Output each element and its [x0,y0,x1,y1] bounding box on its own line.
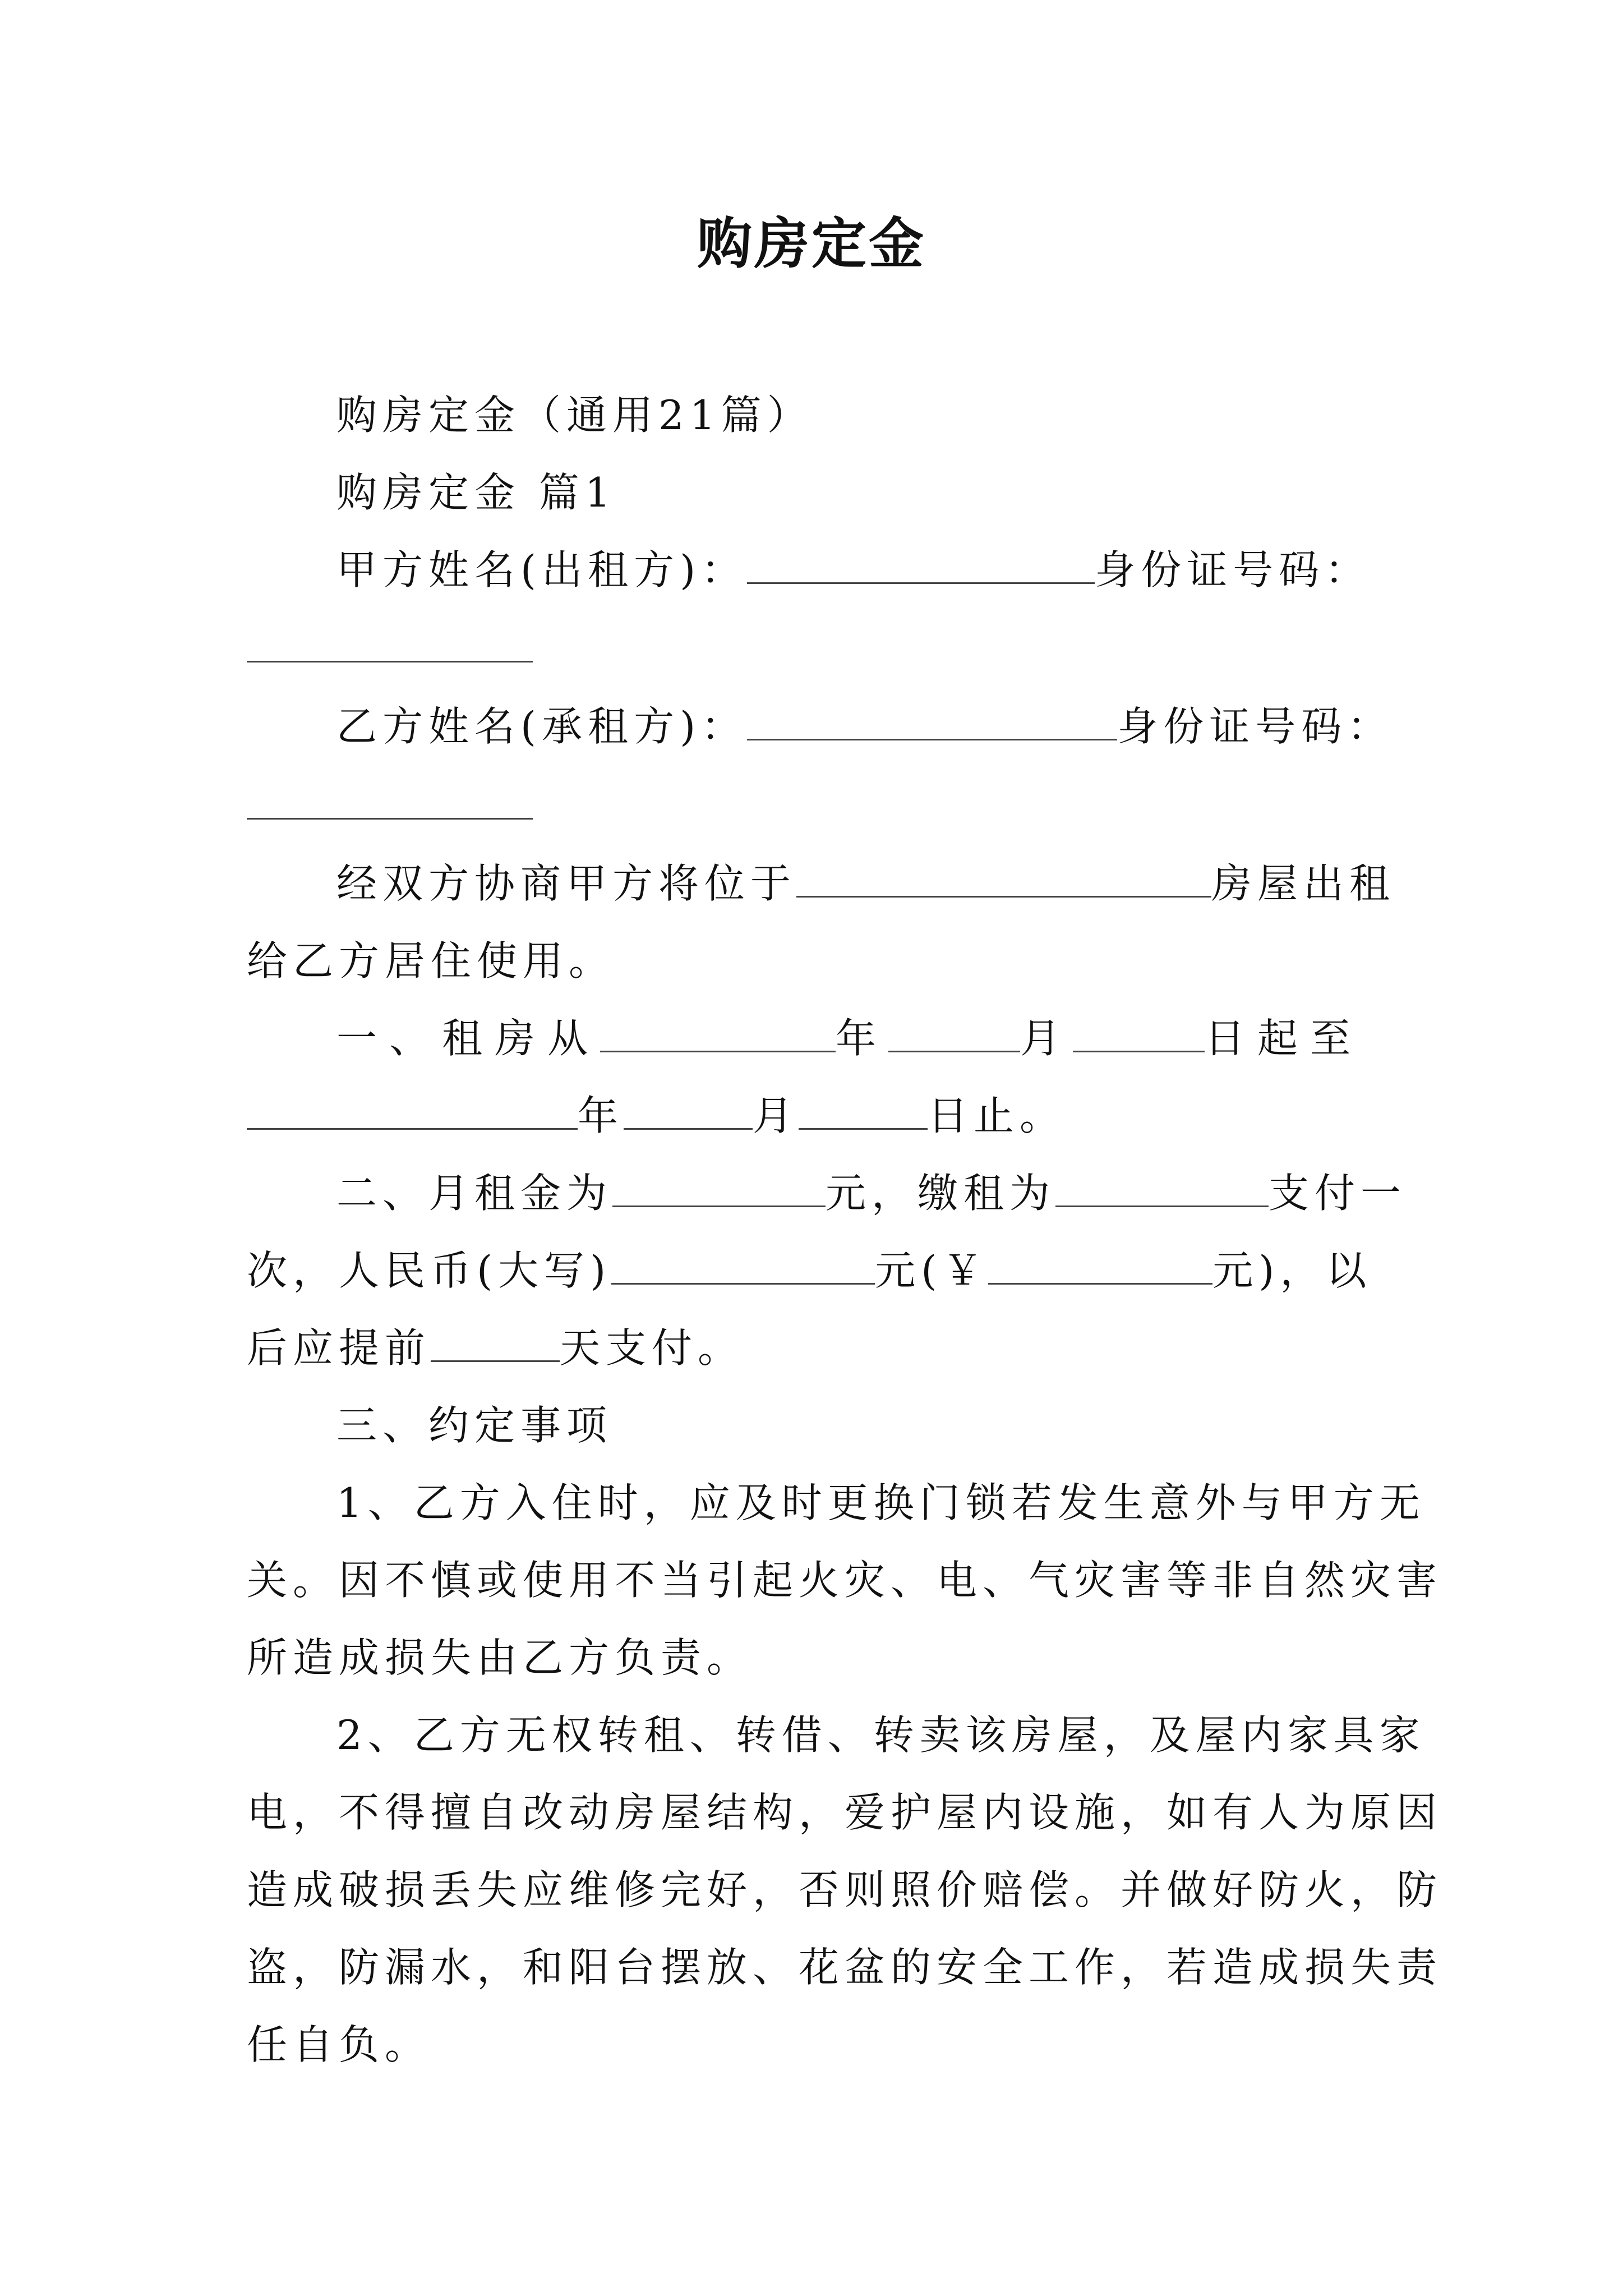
clause2-line3-suffix: 天支付。 [560,1324,744,1372]
monthly-rent-blank[interactable] [612,1166,826,1207]
item2-line-2: 电，不得擅自改动房屋结构，爱护屋内设施，如有人为原因 [247,1789,1443,1836]
intro-before: 经双方协商甲方将位于 [336,860,797,907]
item1-line-3: 所造成损失由乙方负责。 [247,1634,753,1681]
party-a-id-blank[interactable] [247,661,533,662]
start-year-blank[interactable] [600,1011,836,1052]
party-a-line [336,542,1385,598]
document-title: 购房定金 [697,211,926,276]
clause2-line3-prefix: 后应提前 [247,1324,431,1372]
clause2-yuan: 元，缴租为 [826,1170,1056,1217]
intro-line-2: 给乙方居住使用。 [247,937,615,984]
intro-after: 房屋出租 [1211,860,1396,907]
intro-line-1 [336,855,1396,912]
property-location-blank[interactable] [796,857,1211,898]
clause2-pay-once: 支付一 [1269,1170,1407,1217]
clause3-heading: 三、约定事项 [336,1402,613,1449]
clause1-month: 月 [1020,1015,1073,1062]
item2-line-4: 盗，防漏水，和阳台摆放、花盆的安全工作，若造成损失责 [247,1944,1443,1991]
clause1-prefix: 一、租房从 [336,1015,601,1062]
party-a-id-label: 身份证号码： [1095,546,1371,593]
end-year-blank[interactable] [247,1089,578,1130]
section-heading: 购房定金 篇1 [336,469,616,516]
clause2-line-3 [247,1320,1385,1376]
clause2-line-1 [336,1165,1407,1221]
item1-line-2: 关。因不慎或使用不当引起火灾、电、气灾害等非自然灾害 [247,1557,1443,1604]
party-b-id-blank[interactable] [247,818,533,820]
clause1-year2: 年 [578,1092,624,1139]
item2-line-1: 2、乙方无权转租、转借、转卖该房屋，及屋内家具家 [336,1711,1426,1759]
clause1-until: 日止。 [928,1092,1066,1139]
clause1-line-2 [247,1088,1385,1144]
end-month-blank[interactable] [624,1089,753,1130]
party-a-label: 甲方姓名(出租方)： [336,546,748,593]
subtitle: 购房定金（通用21篇） [336,392,813,439]
clause1-month2: 月 [753,1092,799,1139]
advance-days-blank[interactable] [431,1321,560,1362]
party-b-label: 乙方姓名(承租方)： [336,703,748,750]
party-b-line [336,698,1394,754]
party-b-id-label: 身份证号码： [1117,703,1394,750]
start-day-blank[interactable] [1073,1011,1205,1052]
item2-line-5: 任自负。 [247,2021,431,2068]
item2-line-3: 造成破损丢失应维修完好，否则照价赔偿。并做好防火，防 [247,1866,1443,1913]
payment-period-blank[interactable] [1055,1166,1269,1207]
start-month-blank[interactable] [888,1011,1020,1052]
clause1-from: 日起至 [1205,1015,1363,1062]
clause2-yuan-paren: 元(￥ [875,1247,989,1294]
amount-uppercase-blank[interactable] [611,1244,875,1285]
item1-line-1: 1、乙方入住时，应及时更换门锁若发生意外与甲方无 [336,1479,1426,1526]
clause1-line-1 [336,1010,1385,1066]
clause1-year: 年 [836,1015,889,1062]
party-b-name-blank[interactable] [747,700,1117,740]
amount-numeric-blank[interactable] [988,1244,1212,1285]
clause2-prefix: 二、月租金为 [336,1170,613,1217]
clause2-line-2 [247,1243,1385,1299]
party-a-name-blank[interactable] [747,543,1095,584]
end-day-blank[interactable] [799,1089,928,1130]
clause2-yuan-close: 元)，以 [1212,1247,1372,1294]
clause2-line2-prefix: 次，人民币(大写) [247,1247,612,1294]
